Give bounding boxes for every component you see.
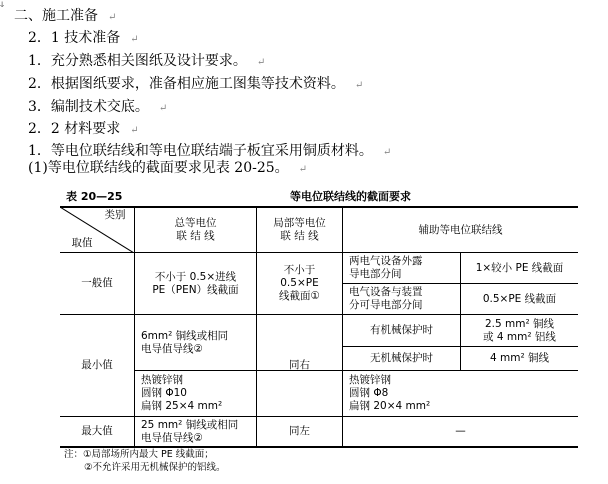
- subsection-heading: 2．1 技术准备 ↵: [28, 30, 139, 46]
- table-note-2: ②不允许采用无机械保护的铝线。: [84, 462, 226, 473]
- list-item: 1．等电位联结线和等电位联结端子板宜采用铜质材料。 ↵: [28, 143, 392, 159]
- section-heading: 二、施工准备 ↵: [14, 8, 117, 24]
- general-aux-value-b: 0.5×PE 线截面: [482, 292, 557, 305]
- minimum-total-copper: 6mm² 铜线或相同 电导值导线②: [141, 329, 229, 355]
- maximum-local-value: 同左: [289, 425, 310, 437]
- general-aux-condition-a: 两电气设备外露 导电部分间: [349, 255, 423, 280]
- list-item: 2．根据图纸要求，准备相应施工图集等技术资料。 ↵: [28, 76, 364, 92]
- minimum-total-steel: 热镀锌钢 圆钢 Φ10 扁钢 25×4 mm²: [141, 374, 223, 412]
- table-number: 表 20—25: [66, 190, 123, 203]
- list-item: 1．充分熟悉相关图纸及设计要求。 ↵: [28, 53, 266, 69]
- corner-category-label: 类别: [104, 208, 126, 221]
- minimum-aux-without-protection: 无机械保护时: [370, 352, 433, 364]
- header-total-bonding: 总等电位 联 结 线: [174, 217, 217, 242]
- maximum-aux-value: —: [455, 425, 466, 437]
- row-label-minimum: 最小值: [81, 359, 113, 371]
- general-local-value: 不小于 0.5×PE 线截面①: [279, 264, 320, 302]
- row-label-maximum: 最大值: [81, 425, 113, 437]
- general-total-value: 不小于 0.5×进线 PE（PEN）线截面: [152, 270, 239, 296]
- header-auxiliary-bonding: 辅助等电位联结线: [418, 223, 503, 236]
- minimum-aux-with-protection: 有机械保护时: [370, 324, 433, 336]
- minimum-aux-without-protection-value: 4 mm² 铜线: [489, 352, 550, 364]
- table-caption: [60, 188, 578, 204]
- list-item: 3．编制技术交底。 ↵: [28, 99, 168, 115]
- minimum-local-value: 同右: [289, 359, 310, 371]
- row-label-general: 一般值: [81, 277, 113, 289]
- general-aux-condition-b: 电气设备与装置 分可导电部分间: [349, 286, 423, 311]
- header-local-bonding: 局部等电位 联 结 线: [273, 217, 326, 242]
- general-aux-value-a: 1×较小 PE 线截面: [475, 261, 564, 274]
- table-note-1: 注：①局部场所内最大 PE 线截面；: [64, 449, 214, 460]
- subsection-heading-materials: 2．2 材料要求 ↵: [28, 121, 139, 137]
- cross-section-table: [60, 188, 578, 474]
- table-title: 等电位联结线的截面要求: [290, 190, 411, 203]
- minimum-aux-steel: 热镀锌钢 圆钢 Φ8 扁钢 20×4 mm²: [349, 374, 431, 412]
- corner-value-label: 取值: [71, 236, 93, 249]
- table-intro-text: (1)等电位联结线的截面要求见表 20-25。 ↵: [28, 160, 308, 176]
- top-edge-mark: ↆ: [0, 0, 5, 9]
- maximum-total-value: 25 mm² 铜线或相同 电导值导线②: [141, 418, 239, 444]
- minimum-aux-with-protection-value: 2.5 mm² 铜线 或 4 mm² 铝线: [483, 317, 556, 343]
